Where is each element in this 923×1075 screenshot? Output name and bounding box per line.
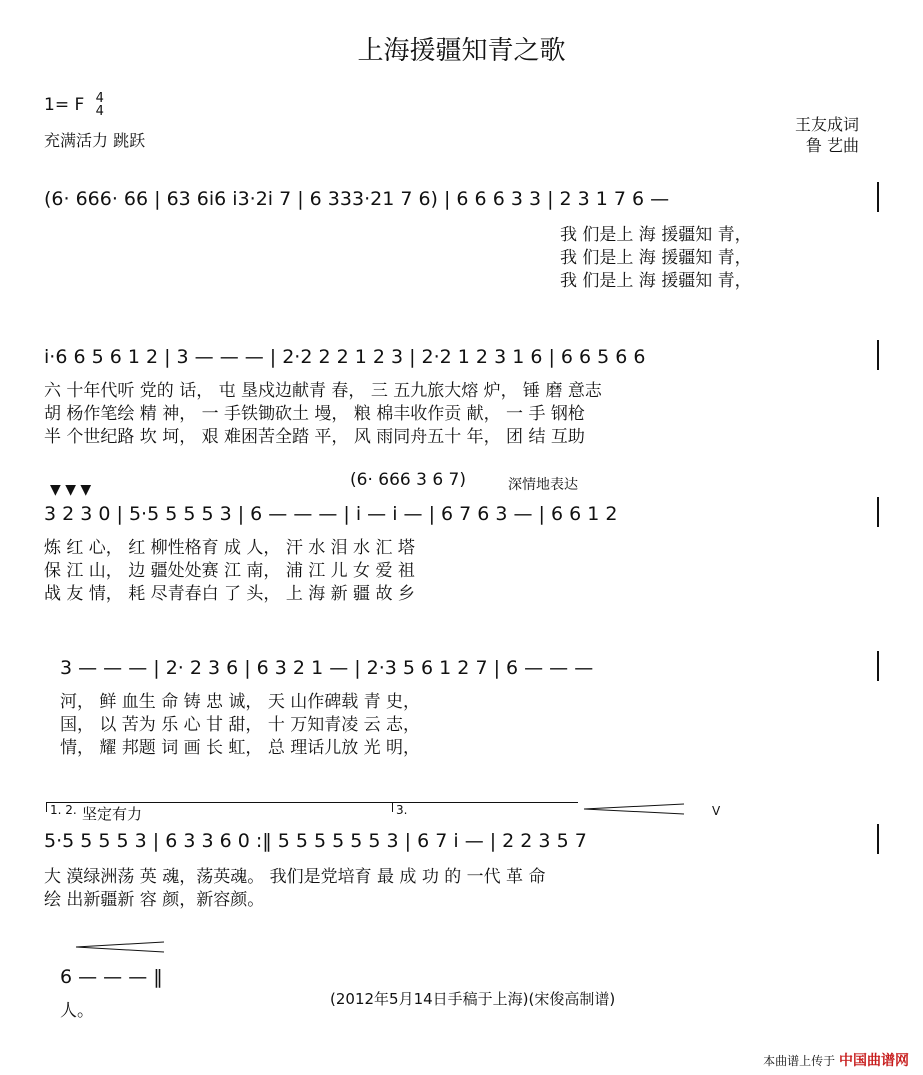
row3-lyric-3: 战 友 情， 耗 尽青春白 了 头， 上 海 新 疆 故 乡 bbox=[44, 584, 415, 604]
site-logo: 中国曲谱网 bbox=[839, 1053, 909, 1069]
row3-notes: 3 2 3 0 | 5·5 5 5 5 3 | 6 — — — | i — i — | 6 7 6 3 — | 6 6 1 2 bbox=[44, 503, 618, 525]
row2-lyric-2: 胡 杨作笔绘 精 神， 一 手铁锄砍土 墁， 粮 棉丰收作贡 献， 一 手 钢枪 bbox=[44, 404, 585, 424]
time-signature bbox=[96, 92, 104, 118]
row1-notes: (6· 666· 66 | 63 6i6 i3·2i 7 | 6 333·21 7 6) | 6 6 6 3 3 | 2 3 1 7 6 — bbox=[44, 188, 670, 210]
manuscript-note: (2012年5月14日手稿于上海)(宋俊高制谱) bbox=[330, 990, 616, 1008]
volta-text: 坚定有力 bbox=[82, 805, 143, 823]
decrescendo-hairpin-icon bbox=[582, 802, 686, 816]
row3-lyric-2: 保 江 山， 边 疆处处赛 江 南， 浦 江 儿 女 爱 祖 bbox=[44, 561, 415, 581]
row1-lyric-1: 我 们是上 海 援疆知 青， bbox=[560, 225, 752, 245]
row5-lyric-1: 大 漠绿洲荡 英 魂，荡英魂。 我们是党培育 最 成 功 的 一代 革 命 bbox=[44, 867, 546, 887]
barline bbox=[877, 340, 879, 370]
row4-notes: 3 — — — | 2· 2 3 6 | 6 3 2 1 — | 2·3 5 6 1 2 7 | 6 — — — bbox=[60, 657, 594, 679]
volta-bracket-3 bbox=[392, 802, 393, 812]
accent-marks: ▼ ▼ ▼ bbox=[50, 482, 92, 498]
row1-lyric-3: 我 们是上 海 援疆知 青， bbox=[560, 271, 752, 291]
row2-lyric-1: 六 十年代听 党的 话， 屯 垦戍边献青 春， 三 五九旅大熔 炉， 锤 磨 意志 bbox=[44, 381, 602, 401]
barline bbox=[877, 182, 879, 212]
time-top: 4 bbox=[95, 91, 104, 106]
key-signature bbox=[44, 92, 104, 118]
row6-notes: 6 — — — ‖ bbox=[60, 966, 163, 988]
composer-credit: 鲁 艺曲 bbox=[805, 136, 859, 155]
volta-1-2-label: 1. 2. bbox=[50, 803, 77, 817]
volta-3-label: 3. bbox=[396, 803, 408, 817]
row5-lyric-2: 绘 出新疆新 容 颜，新容颜。 bbox=[44, 890, 265, 910]
row4-lyric-2: 国， 以 苦为 乐 心 甘 甜， 十 万知青凌 云 志， bbox=[60, 715, 421, 735]
breath-mark: V bbox=[712, 804, 721, 818]
row4-lyric-3: 情， 耀 邦题 词 画 长 虹， 总 理话儿放 光 明， bbox=[60, 738, 421, 758]
volta-bracket-1 bbox=[46, 802, 47, 812]
row3-prefix-notes: (6· 666 3 6 7) bbox=[350, 470, 466, 490]
row5-notes: 5·5 5 5 5 3 | 6 3 3 6 0 :‖ 5 5 5 5 5 5 3 | 6 7 i — | 2 2 3 5 7 bbox=[44, 830, 587, 852]
crescendo-hairpin-icon bbox=[74, 940, 166, 954]
barline bbox=[877, 824, 879, 854]
key-label: 1= F bbox=[44, 95, 85, 115]
expression-mark: 深情地表达 bbox=[508, 477, 578, 493]
row3-lyric-1: 炼 红 心， 红 柳性格育 成 人， 汗 水 泪 水 汇 塔 bbox=[44, 538, 415, 558]
row2-lyric-3: 半 个世纪路 坎 坷， 艰 难困苦全踏 平， 风 雨同舟五十 年， 团 结 互助 bbox=[44, 427, 585, 447]
upload-text: 本曲谱上传于 bbox=[763, 1054, 836, 1068]
score-title: 上海援疆知青之歌 bbox=[357, 36, 566, 66]
site-watermark bbox=[763, 1050, 909, 1070]
row6-lyric: 人。 bbox=[60, 1001, 94, 1021]
lyricist-credit: 王友成词 bbox=[794, 115, 859, 134]
row1-lyric-2: 我 们是上 海 援疆知 青， bbox=[560, 248, 752, 268]
time-bottom: 4 bbox=[95, 104, 104, 119]
row2-notes: i·6 6 5 6 1 2 | 3 — — — | 2·2 2 2 1 2 3 | 2·2 1 2 3 1 6 | 6 6 5 6 6 bbox=[44, 346, 646, 368]
row4-lyric-1: 河， 鲜 血生 命 铸 忠 诚， 天 山作碑载 青 史， bbox=[60, 692, 421, 712]
barline bbox=[877, 497, 879, 527]
tempo-mood: 充满活力 跳跃 bbox=[44, 131, 146, 150]
barline bbox=[877, 651, 879, 681]
